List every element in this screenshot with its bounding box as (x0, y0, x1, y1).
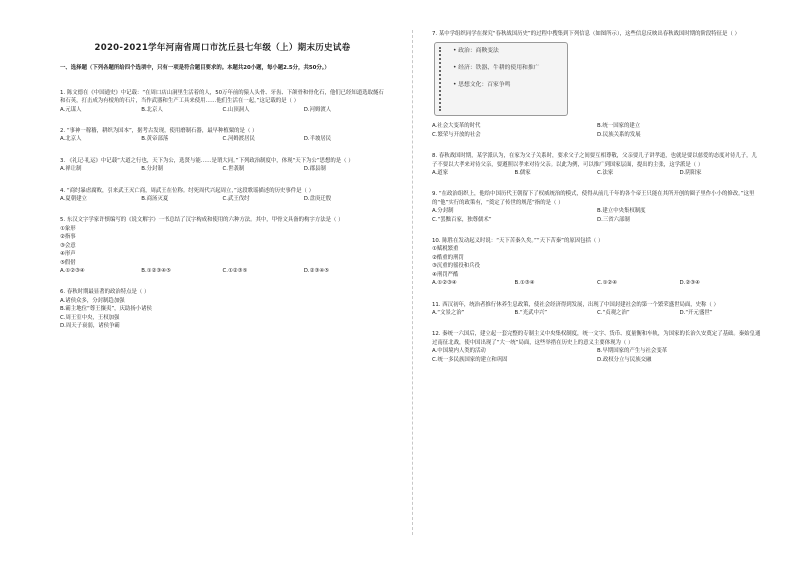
right-question-list (432, 30, 762, 364)
answer-options (60, 135, 385, 143)
question-stem: 1. 陈文德在《中国通史》中记载：“在周口店山洞里生活着的人，50万年前的猿人头骨、牙齿、下颌骨和骨化石，他们已经知道选取燧石和石英，打击成为有棱角的石片，当作武器和生产工具来使用……他们生活在一起，”这记载的是（ ） (60, 89, 384, 105)
answer-options (60, 165, 385, 173)
exam-title: 2020-2021学年河南省周口市沈丘县七年级（上）期末历史试卷 (94, 43, 351, 53)
question-stem: 10. 陈胜在发动起义时说：“天下苦秦久矣。”“天下苦秦”的原因包括（ ） (432, 238, 604, 245)
question-block (432, 279, 762, 287)
answer-option: A.元谋人 (60, 106, 82, 113)
answer-option: D.郡县制 (303, 166, 326, 173)
answer-option: A.夏朝建立 (60, 196, 87, 203)
answer-option: C.①②③⑤ (222, 267, 248, 274)
question-stem: 7. 某中学组织同学在探究“春秋战国历史”的过程中搜集到下列信息（如图所示），这些信息反映出春秋战国时期的阶段特征是（ ） (432, 31, 740, 37)
answer-option: C.周王室中央，王权加强 (60, 314, 120, 321)
question-stem: 2. “事神一稼穑，耕织为国本”，据考古发现，使用磨制石器，最早种植粟的是（ ） (60, 128, 258, 135)
question-block (60, 157, 385, 174)
answer-option: A.禅让制 (60, 166, 82, 173)
question-block (60, 288, 385, 330)
answer-option: A.分封制 (432, 208, 454, 215)
answer-option: C.“罢黜百家，独尊儒术” (432, 216, 492, 223)
question-stem: 12. 秦统一六国后，建立起一套完整的专制主义中央集权制度，统一文字、货币、度量衡和车轨，为国家的长治久安奠定了基础。秦始皇通过南征北战，使中国出现了“大一统”局面，这些举措在历史上的意义主要体现为（ ） (432, 331, 761, 346)
question-stem: 11. 西汉初年，统治者推行休养生息政策，使社会经济得到发展，出现了中国封建社会的第一个繁荣盛世局面，史称（ ） (432, 301, 719, 308)
answer-option: D.民族关系的发展 (597, 131, 641, 138)
answer-option: B.“光武中兴” (514, 309, 548, 316)
answer-option: D.阴阳家 (679, 170, 702, 177)
answer-option: ①象形 (60, 225, 76, 232)
answer-option: B.早期国家的产生与社会变革 (597, 348, 668, 355)
info-card-line: • 政治：商鞅变法 (453, 48, 499, 55)
exam-page (60, 30, 770, 540)
question-block (432, 330, 762, 364)
answer-option: B.统一国家的建立 (597, 123, 641, 130)
section-heading: 一、选择题（下列各题所给四个选项中，只有一项是符合题目要求的。本题共20小题，每小题2.5分，共50分。） (60, 65, 330, 72)
question-stem: 9. “在政治组织上，他给中国历代王朝留下了权威统治的模式，使得从前几千年的各个帝王只能在其所开创的圈子里作小小的修改。”这里的“他”实行的政策有，“奠定了传世的规范”指的是（ ） (432, 191, 755, 206)
question-stem: 8. 春秋战国时期，某学派认为，在家为父子关系时，要求父子之间要互相尊敬，父亲要儿子讲孝道，也就是要以慈爱的态度对待儿子，儿子不要以大孝来对待父亲，要遵照以孝来对待父亲。以此为例，可以推广到国家层面，提出的主张，这学派是（ ） (432, 153, 757, 168)
question-block (60, 216, 385, 266)
answer-options (432, 245, 762, 279)
question-block (60, 267, 385, 275)
answer-option: ③会意 (60, 242, 76, 249)
right-column (432, 30, 762, 377)
answer-option: ⑤假借 (60, 259, 76, 266)
answer-option: A.道家 (432, 170, 449, 177)
answer-options (432, 122, 762, 139)
answer-option: A.诸侯众多，分封制趋加强 (60, 297, 125, 304)
answer-option: A.①②③④ (432, 280, 457, 287)
question-stem: 5. 东汉文字学家许慎编写的《说文解字》一书总结了汉字构成和使用的六种方法。其中，甲骨文具备的构字方法是（ ） (60, 217, 344, 224)
answer-option: A.北京人 (60, 136, 82, 143)
answer-options (432, 347, 762, 364)
left-column (60, 30, 385, 343)
question-stem: 4. “商纣暴虐腐败，引来武王灭亡商，周武王在位称。纣死周代兴起周立，”这段歌谣描述的历史事件是（ ） (60, 187, 315, 194)
answer-option: ③沉重的徭役和兵役 (432, 263, 480, 270)
question-stem: 6. 春秋时期最显著的政治特点是（ ） (60, 289, 150, 296)
answer-options (432, 309, 762, 317)
answer-option: A.社会大变革的时代 (432, 123, 481, 130)
answer-option: C.统一多民族国家的建立和巩固 (432, 356, 508, 363)
answer-option: B.商汤灭夏 (141, 196, 169, 203)
answer-option: B.黄帝部落 (141, 136, 169, 143)
answer-option: ②指事 (60, 234, 76, 241)
info-card-line: • 经济：铁器、牛耕的使用和推广 (453, 65, 540, 72)
answer-option: D.周天子衰弱，诸侯争霸 (60, 322, 120, 329)
answer-option: D.②③④ (679, 280, 700, 287)
column-divider (412, 30, 413, 535)
question-block (60, 187, 385, 204)
question-block (60, 89, 385, 114)
answer-option: D.半坡居民 (303, 136, 332, 143)
answer-options (60, 195, 385, 203)
answer-option: ②酷重的刑罚 (432, 254, 464, 261)
answer-option: D.“开元盛世” (679, 309, 713, 316)
answer-option: C.①②④ (597, 280, 617, 287)
answer-option: C.河姆渡居民 (222, 136, 255, 143)
question-block (60, 127, 385, 144)
answer-option: D.②③④⑤ (303, 267, 329, 274)
answer-options (60, 225, 385, 267)
answer-option: B.建立中央集权制度 (597, 208, 646, 215)
left-question-list (60, 89, 385, 331)
answer-option: ①赋税繁重 (432, 246, 459, 253)
answer-options (432, 169, 762, 177)
answer-option: C.“贞观之治” (597, 309, 630, 316)
question-block (432, 301, 762, 318)
answer-option: ④刑罚严酷 (432, 271, 459, 278)
answer-option: A.中国境内人类的活动 (432, 348, 486, 355)
answer-option: C.武王伐纣 (222, 196, 250, 203)
answer-option: B.北京人 (141, 106, 163, 113)
answer-option: A.①②③④ (60, 267, 85, 274)
answer-option: D.三省六部制 (597, 216, 630, 223)
answer-option: C.世袭制 (222, 166, 245, 173)
question-stem: 3. 《礼记·礼运》中记载“大道之行也，天下为公，选贤与能……是谓大同。”下列政治制度中，体现“天下为公”思想的是（ ） (60, 157, 354, 164)
question-block (432, 237, 762, 279)
answer-options (432, 279, 762, 287)
notebook-rings (439, 47, 447, 111)
answer-option: D.政权分立与民族交融 (597, 356, 652, 363)
answer-option: B.分封制 (141, 166, 163, 173)
answer-option: B.①③④ (514, 280, 535, 287)
answer-option: B.①②③④⑤ (141, 267, 171, 274)
question-block (432, 152, 762, 177)
answer-option: C.山顶洞人 (222, 106, 250, 113)
answer-options (60, 297, 385, 331)
answer-option: C.繁荣与开放的社会 (432, 131, 481, 138)
info-card-image (434, 42, 568, 116)
answer-options (60, 106, 385, 114)
answer-option: B.儒家 (514, 170, 531, 177)
answer-option: B.霸主地位“尊王攘夷”，庆助扬小诸侯 (60, 306, 152, 313)
question-block (432, 30, 762, 139)
answer-option: C.法家 (597, 170, 614, 177)
answer-option: D.盘庚迁殷 (303, 196, 332, 203)
info-card-line: • 思想文化：百家争鸣 (453, 82, 511, 89)
answer-option: D.河姆渡人 (303, 106, 332, 113)
answer-options (60, 267, 385, 275)
answer-options (432, 207, 762, 224)
question-block (432, 190, 762, 224)
answer-option: ④形声 (60, 251, 76, 258)
answer-option: A.“文景之治” (432, 309, 465, 316)
